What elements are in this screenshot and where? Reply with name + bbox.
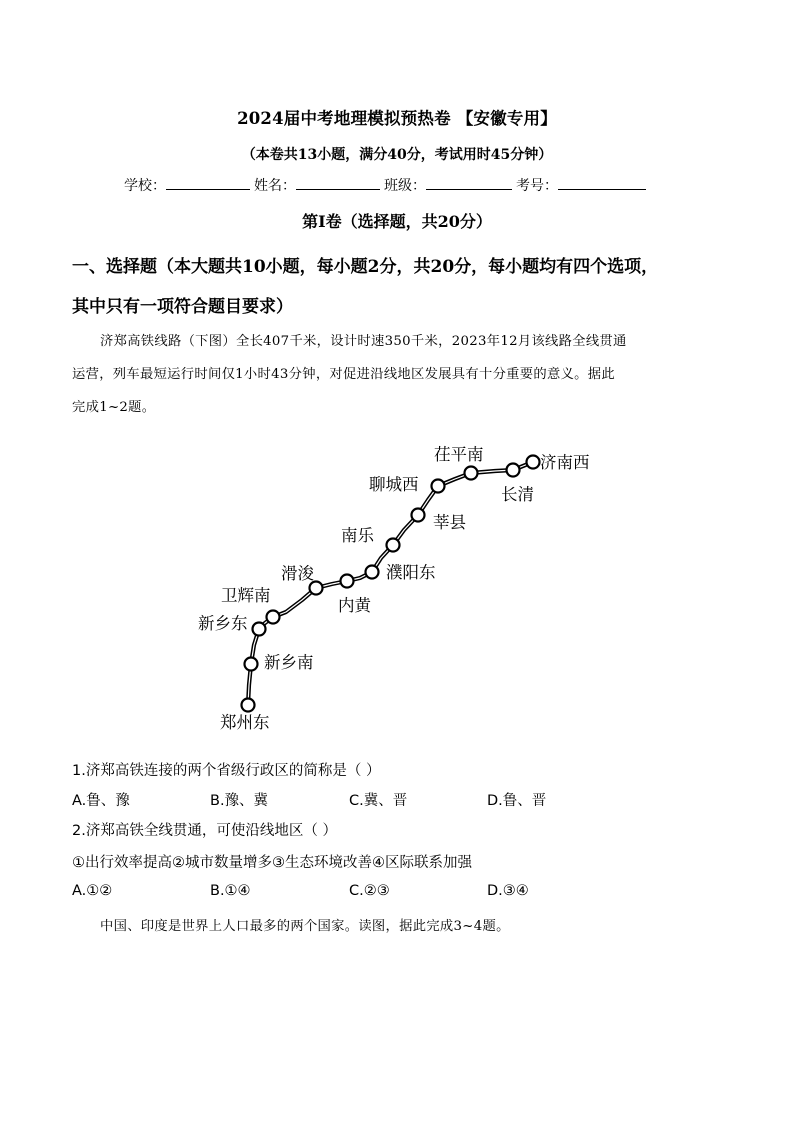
station-liaochengxi	[369, 475, 445, 494]
exam-title: 2024届中考地理模拟预热卷 【安徽专用】	[237, 109, 557, 128]
station-puyangdong	[366, 563, 437, 582]
station-label: 新乡南	[264, 653, 314, 672]
station-label: 卫辉南	[221, 586, 271, 605]
question-2-option-d[interactable]: D.③④	[487, 883, 529, 899]
question-1-option-a[interactable]: A.鲁、豫	[72, 793, 130, 809]
question-1-stem: 1.济郑高铁连接的两个省级行政区的简称是（ ）	[72, 763, 381, 779]
station-marker	[366, 566, 379, 579]
passage1-line1: 济郑高铁线路（下图）全长407千米，设计时速350千米，2023年12月该线路全线贯通	[100, 334, 627, 349]
station-jinanxi	[527, 453, 590, 472]
station-xinxiangdong	[198, 614, 266, 636]
station-label: 内黄	[338, 596, 371, 615]
station-label: 济南西	[540, 453, 590, 472]
question-2-option-c[interactable]: C.②③	[349, 883, 390, 899]
passage1-line3: 完成1~2题。	[72, 400, 156, 415]
question-2-items: ①出行效率提高②城市数量增多③生态环境改善④区际联系加强	[72, 855, 472, 871]
station-label: 新乡东	[198, 614, 248, 633]
station-marker	[465, 467, 478, 480]
question-1-option-c[interactable]: C.冀、晋	[349, 793, 408, 809]
section-heading-line1: 一、选择题（本大题共10小题，每小题2分，共20分，每小题均有四个选项，	[72, 257, 659, 277]
question-2-option-a[interactable]: A.①②	[72, 883, 113, 899]
station-label: 濮阳东	[386, 563, 436, 582]
question-1-option-d[interactable]: D.鲁、晋	[487, 793, 547, 809]
school-label: 学校：	[124, 178, 166, 194]
station-marker	[267, 611, 280, 624]
station-marker	[310, 582, 323, 595]
exam-subtitle: （本卷共13小题，满分40分，考试用时45分钟）	[241, 147, 553, 163]
passage2-line1: 中国、印度是世界上人口最多的两个国家。读图，据此完成3~4题。	[100, 919, 510, 934]
station-marker	[341, 575, 354, 588]
station-marker	[527, 456, 540, 469]
volume-title: 第Ⅰ卷（选择题，共20分）	[302, 212, 492, 231]
name-label: 姓名：	[254, 178, 296, 194]
station-label: 郑州东	[220, 713, 270, 732]
question-2-option-b[interactable]: B.①④	[210, 883, 251, 899]
class-label: 班级：	[384, 178, 426, 194]
station-marker	[507, 464, 520, 477]
station-changqing	[501, 464, 534, 505]
station-huajun	[281, 564, 323, 595]
station-xinxiangnan	[245, 653, 314, 672]
question-1-option-b[interactable]: B.豫、冀	[210, 793, 269, 809]
station-chipingnan	[434, 445, 484, 480]
station-nanle	[341, 526, 400, 552]
section-heading-line2: 其中只有一项符合题目要求）	[72, 297, 293, 317]
station-marker	[387, 539, 400, 552]
station-label: 聊城西	[369, 475, 419, 494]
station-label: 滑浚	[281, 564, 314, 583]
station-label: 长清	[501, 485, 534, 504]
station-marker	[253, 623, 266, 636]
question-2-stem: 2.济郑高铁全线贯通，可使沿线地区（ ）	[72, 823, 337, 839]
station-marker	[245, 658, 258, 671]
station-marker	[432, 480, 445, 493]
passage1-line2: 运营，列车最短运行时间仅1小时43分钟，对促进沿线地区发展具有十分重要的意义。据此	[72, 367, 615, 382]
station-label: 莘县	[433, 513, 466, 532]
exam-number-label: 考号：	[516, 178, 558, 194]
station-label: 南乐	[341, 526, 374, 545]
station-shenxian	[412, 509, 467, 533]
station-marker	[242, 699, 255, 712]
station-zhengzhoudong	[220, 699, 270, 733]
station-marker	[412, 509, 425, 522]
station-label: 茌平南	[434, 445, 484, 464]
